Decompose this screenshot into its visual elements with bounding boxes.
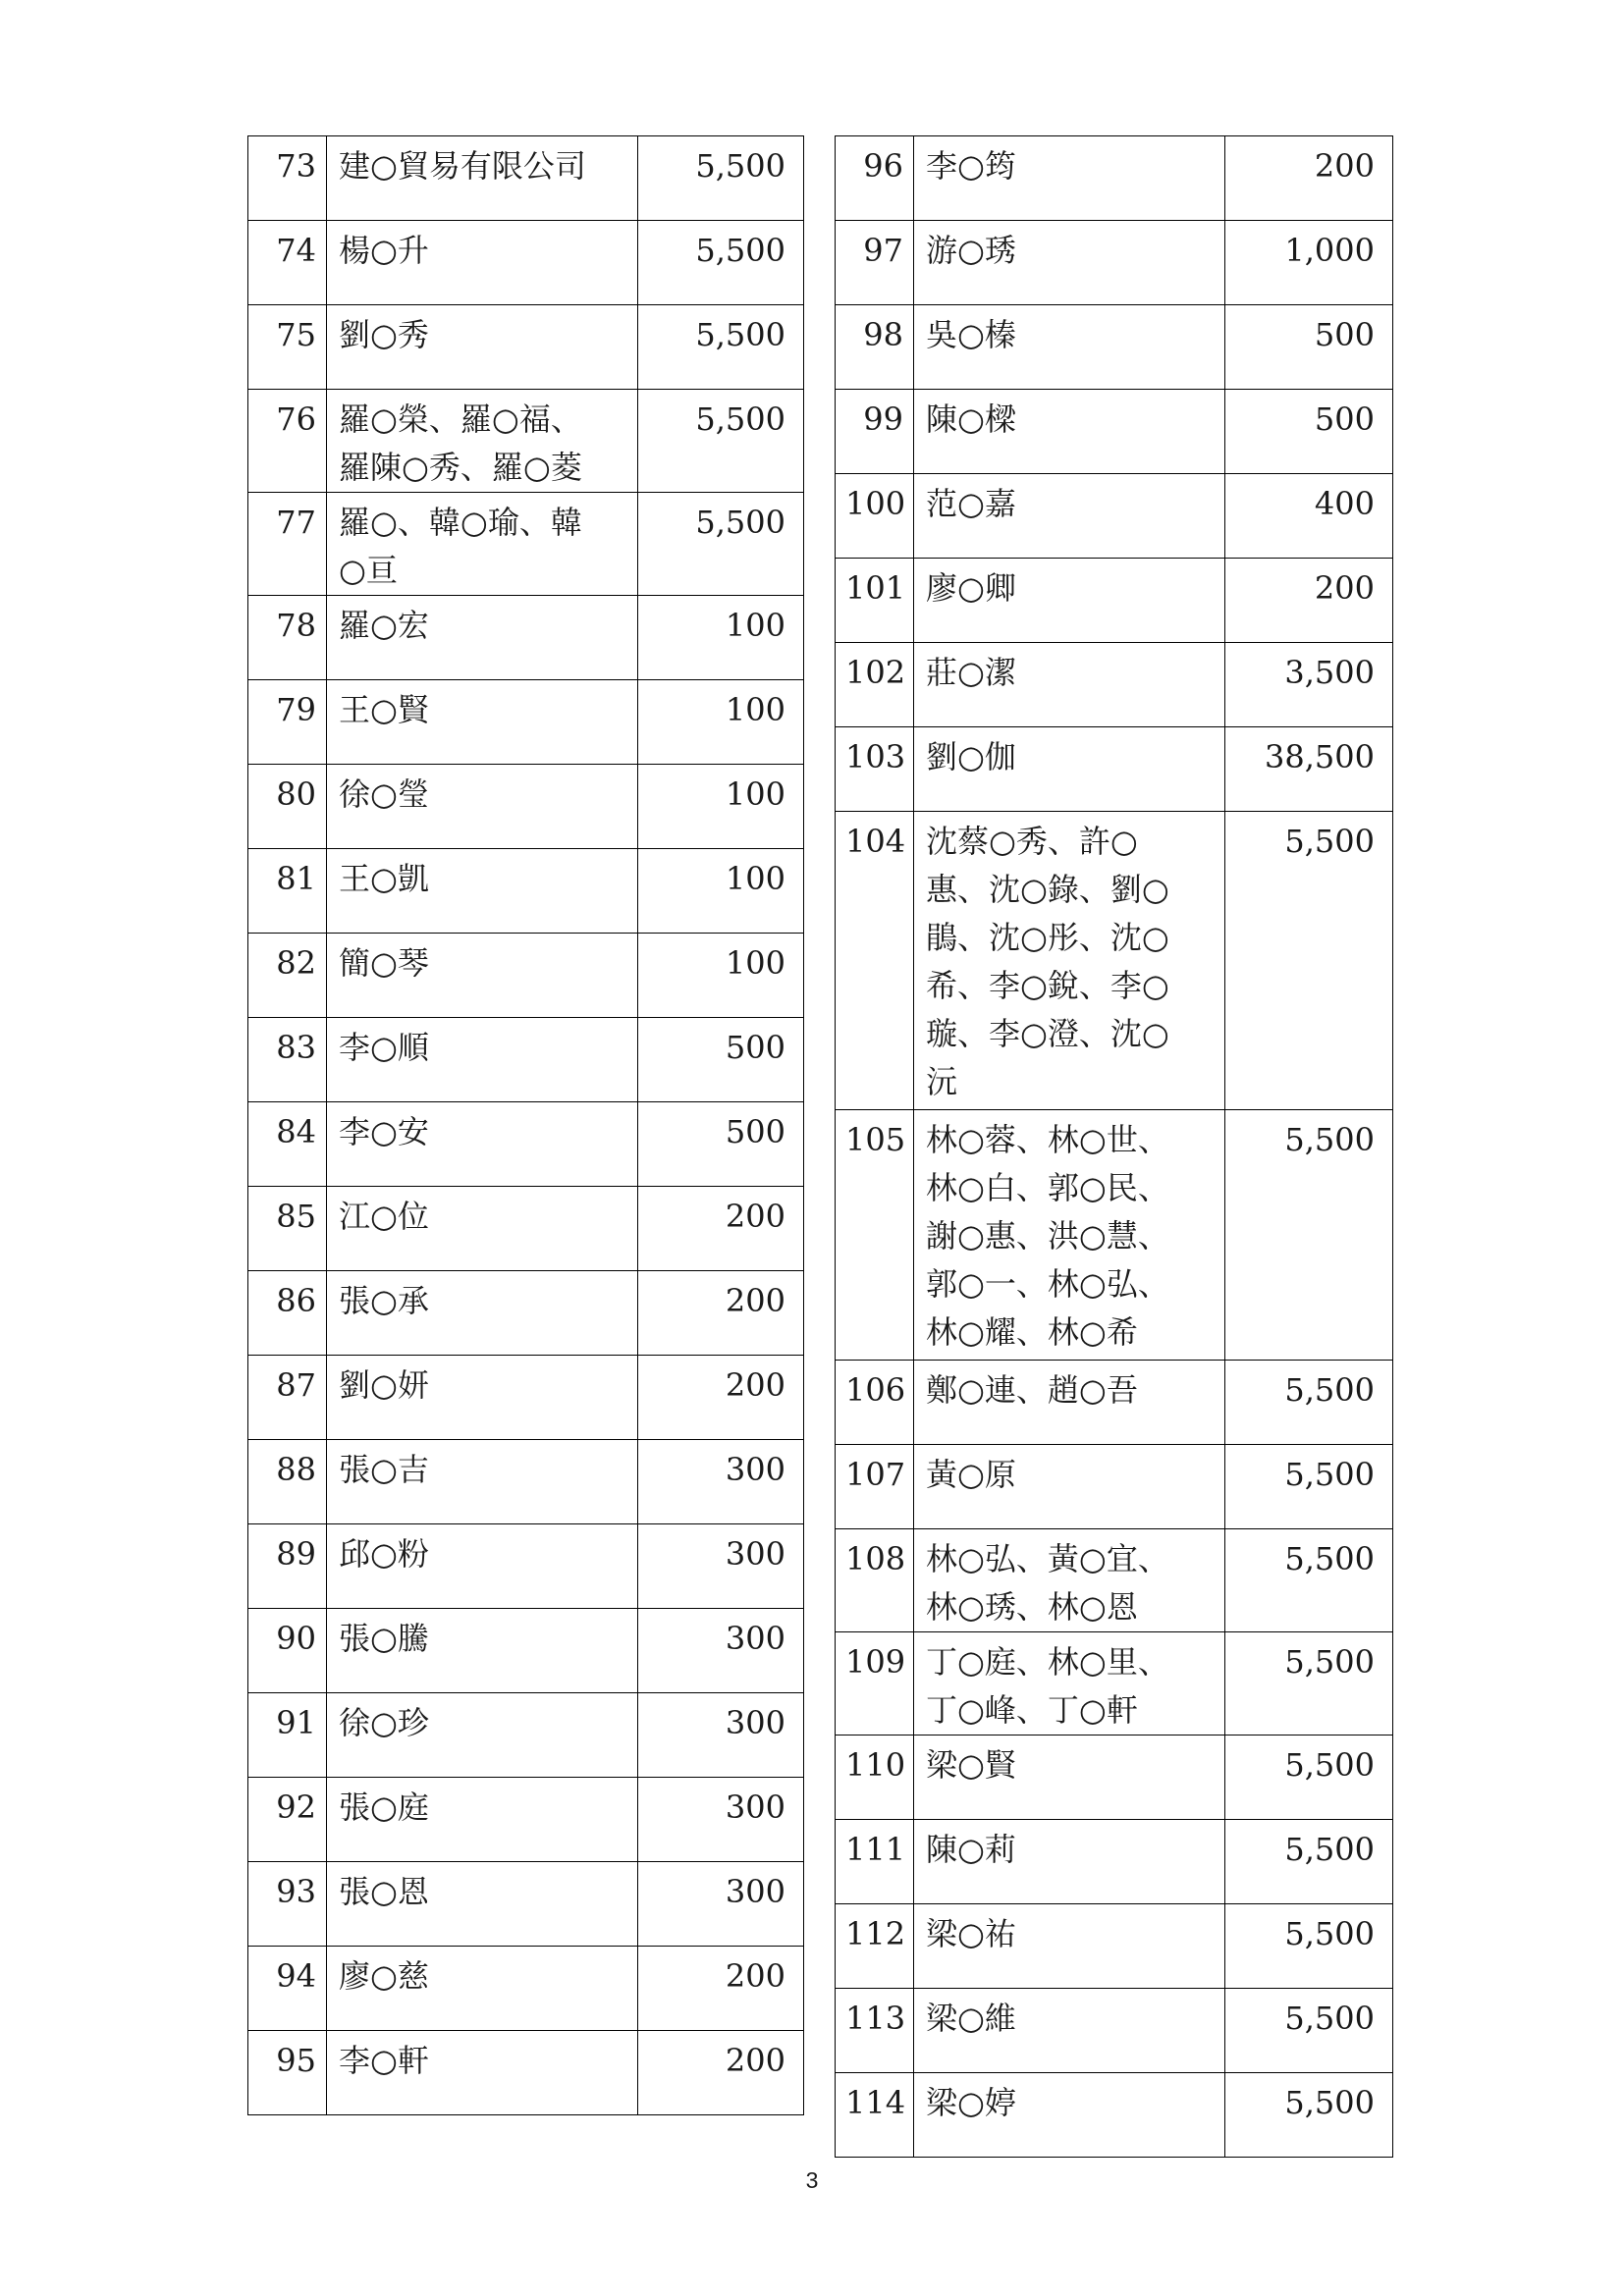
- donation-amount: 200: [638, 1947, 804, 2031]
- donor-name: 張○恩: [327, 1862, 638, 1947]
- donor-name: 李○安: [327, 1102, 638, 1187]
- donor-name: 劉○伽: [914, 727, 1225, 812]
- row-number: 114: [836, 2073, 914, 2158]
- donor-name: 沈蔡○秀、許○ 惠、沈○錄、劉○ 鵑、沈○彤、沈○ 希、李○銳、李○ 璇、李○澄、沈○ 沅: [914, 812, 1225, 1110]
- table-row: [836, 390, 1393, 474]
- donation-amount: 5,500: [638, 390, 804, 493]
- donor-name: 梁○賢: [914, 1735, 1225, 1820]
- donor-name: 陳○莉: [914, 1820, 1225, 1904]
- donation-amount: 5,500: [638, 221, 804, 305]
- donor-name: 范○嘉: [914, 474, 1225, 559]
- row-number: 89: [248, 1524, 327, 1609]
- table-row: [248, 221, 804, 305]
- donor-name: 陳○樑: [914, 390, 1225, 474]
- donation-amount: 500: [1225, 305, 1393, 390]
- donation-amount: 300: [638, 1693, 804, 1778]
- table-row: [248, 596, 804, 680]
- row-number: 104: [836, 812, 914, 1110]
- donation-amount: 1,000: [1225, 221, 1393, 305]
- donation-amount: 5,500: [1225, 1529, 1393, 1632]
- row-number: 99: [836, 390, 914, 474]
- donor-name: 黃○原: [914, 1445, 1225, 1529]
- donor-name: 張○承: [327, 1271, 638, 1356]
- table-row: [248, 305, 804, 390]
- row-number: 105: [836, 1110, 914, 1361]
- row-number: 74: [248, 221, 327, 305]
- donation-amount: 5,500: [638, 305, 804, 390]
- donor-name: 廖○慈: [327, 1947, 638, 2031]
- donation-amount: 100: [638, 765, 804, 849]
- table-row: [248, 390, 804, 493]
- row-number: 106: [836, 1361, 914, 1445]
- donation-amount: 5,500: [638, 136, 804, 221]
- donation-amount: 5,500: [638, 493, 804, 596]
- row-number: 97: [836, 221, 914, 305]
- row-number: 96: [836, 136, 914, 221]
- table-row: [248, 1862, 804, 1947]
- donor-table-right: [835, 135, 1393, 2158]
- row-number: 91: [248, 1693, 327, 1778]
- table-row: [248, 1693, 804, 1778]
- table-row: [248, 2031, 804, 2115]
- table-row: [836, 1820, 1393, 1904]
- donor-name: 張○庭: [327, 1778, 638, 1862]
- donation-amount: 500: [638, 1102, 804, 1187]
- donor-name: 李○軒: [327, 2031, 638, 2115]
- row-number: 102: [836, 643, 914, 727]
- table-row: [836, 643, 1393, 727]
- donor-name: 丁○庭、林○里、 丁○峰、丁○軒: [914, 1632, 1225, 1735]
- table-row: [248, 136, 804, 221]
- donation-amount: 200: [638, 1187, 804, 1271]
- table-row: [836, 221, 1393, 305]
- table-row: [248, 680, 804, 765]
- table-row: [248, 1440, 804, 1524]
- table-row: [836, 1632, 1393, 1735]
- table-row: [836, 136, 1393, 221]
- row-number: 79: [248, 680, 327, 765]
- donor-name: 張○吉: [327, 1440, 638, 1524]
- donor-name: 江○位: [327, 1187, 638, 1271]
- donation-amount: 300: [638, 1524, 804, 1609]
- donation-amount: 200: [1225, 559, 1393, 643]
- row-number: 83: [248, 1018, 327, 1102]
- donor-name: 邱○粉: [327, 1524, 638, 1609]
- row-number: 75: [248, 305, 327, 390]
- donor-name: 梁○祐: [914, 1904, 1225, 1989]
- donation-amount: 300: [638, 1440, 804, 1524]
- row-number: 107: [836, 1445, 914, 1529]
- row-number: 87: [248, 1356, 327, 1440]
- row-number: 88: [248, 1440, 327, 1524]
- donor-name: 李○順: [327, 1018, 638, 1102]
- donor-name: 莊○潔: [914, 643, 1225, 727]
- donation-amount: 100: [638, 680, 804, 765]
- donor-name: 羅○宏: [327, 596, 638, 680]
- donor-name: 簡○琴: [327, 934, 638, 1018]
- row-number: 109: [836, 1632, 914, 1735]
- row-number: 82: [248, 934, 327, 1018]
- row-number: 77: [248, 493, 327, 596]
- donation-amount: 500: [1225, 390, 1393, 474]
- donation-amount: 100: [638, 849, 804, 934]
- row-number: 76: [248, 390, 327, 493]
- table-row: [248, 1778, 804, 1862]
- table-row: [836, 1110, 1393, 1361]
- donor-name: 劉○妍: [327, 1356, 638, 1440]
- donor-name: 王○凱: [327, 849, 638, 934]
- row-number: 95: [248, 2031, 327, 2115]
- row-number: 103: [836, 727, 914, 812]
- donation-amount: 5,500: [1225, 1904, 1393, 1989]
- table-row: [248, 493, 804, 596]
- donor-name: 廖○卿: [914, 559, 1225, 643]
- donation-amount: 3,500: [1225, 643, 1393, 727]
- table-row: [836, 1989, 1393, 2073]
- row-number: 78: [248, 596, 327, 680]
- donation-amount: 5,500: [1225, 1110, 1393, 1361]
- table-row: [836, 1445, 1393, 1529]
- table-row: [836, 1361, 1393, 1445]
- table-row: [248, 1018, 804, 1102]
- row-number: 84: [248, 1102, 327, 1187]
- donation-amount: 5,500: [1225, 1632, 1393, 1735]
- donor-name: 楊○升: [327, 221, 638, 305]
- row-number: 73: [248, 136, 327, 221]
- donation-amount: 200: [638, 1356, 804, 1440]
- donation-amount: 5,500: [1225, 812, 1393, 1110]
- table-row: [248, 934, 804, 1018]
- table-row: [248, 1102, 804, 1187]
- donor-name: 鄭○連、趙○吾: [914, 1361, 1225, 1445]
- donation-amount: 100: [638, 596, 804, 680]
- row-number: 94: [248, 1947, 327, 2031]
- donation-amount: 200: [1225, 136, 1393, 221]
- table-row: [248, 849, 804, 934]
- donation-amount: 5,500: [1225, 1989, 1393, 2073]
- donor-name: 建○貿易有限公司: [327, 136, 638, 221]
- donor-name: 劉○秀: [327, 305, 638, 390]
- table-row: [836, 305, 1393, 390]
- donor-name: 徐○瑩: [327, 765, 638, 849]
- donor-table-left: [247, 135, 804, 2115]
- row-number: 110: [836, 1735, 914, 1820]
- donor-name: 張○騰: [327, 1609, 638, 1693]
- row-number: 85: [248, 1187, 327, 1271]
- table-row: [248, 1356, 804, 1440]
- row-number: 108: [836, 1529, 914, 1632]
- donation-amount: 5,500: [1225, 1820, 1393, 1904]
- row-number: 100: [836, 474, 914, 559]
- donation-amount: 200: [638, 2031, 804, 2115]
- row-number: 81: [248, 849, 327, 934]
- donation-amount: 300: [638, 1609, 804, 1693]
- table-row: [836, 474, 1393, 559]
- donation-amount: 300: [638, 1862, 804, 1947]
- row-number: 92: [248, 1778, 327, 1862]
- row-number: 111: [836, 1820, 914, 1904]
- row-number: 80: [248, 765, 327, 849]
- donation-amount: 5,500: [1225, 1445, 1393, 1529]
- row-number: 98: [836, 305, 914, 390]
- donor-name: 梁○維: [914, 1989, 1225, 2073]
- table-row: [836, 2073, 1393, 2158]
- donor-name: 吳○榛: [914, 305, 1225, 390]
- table-row: [248, 1947, 804, 2031]
- page-number: 3: [805, 2167, 819, 2193]
- table-row: [248, 1271, 804, 1356]
- donor-name: 羅○、韓○瑜、韓 ○亘: [327, 493, 638, 596]
- donation-amount: 5,500: [1225, 2073, 1393, 2158]
- table-row: [248, 1187, 804, 1271]
- table-row: [836, 812, 1393, 1110]
- table-row: [836, 1904, 1393, 1989]
- donation-amount: 100: [638, 934, 804, 1018]
- row-number: 90: [248, 1609, 327, 1693]
- donation-amount: 400: [1225, 474, 1393, 559]
- donor-name: 林○蓉、林○世、 林○白、郭○民、 謝○惠、洪○慧、 郭○一、林○弘、 林○耀、林○希: [914, 1110, 1225, 1361]
- row-number: 93: [248, 1862, 327, 1947]
- donation-amount: 500: [638, 1018, 804, 1102]
- table-row: [836, 1529, 1393, 1632]
- donation-amount: 300: [638, 1778, 804, 1862]
- donor-name: 李○筠: [914, 136, 1225, 221]
- donor-name: 徐○珍: [327, 1693, 638, 1778]
- row-number: 86: [248, 1271, 327, 1356]
- table-row: [836, 559, 1393, 643]
- table-row: [836, 1735, 1393, 1820]
- table-row: [836, 727, 1393, 812]
- donor-name: 林○弘、黃○宜、 林○琇、林○恩: [914, 1529, 1225, 1632]
- donation-amount: 38,500: [1225, 727, 1393, 812]
- row-number: 101: [836, 559, 914, 643]
- table-row: [248, 1524, 804, 1609]
- donation-amount: 5,500: [1225, 1361, 1393, 1445]
- row-number: 113: [836, 1989, 914, 2073]
- donor-name: 游○琇: [914, 221, 1225, 305]
- donor-name: 王○賢: [327, 680, 638, 765]
- donor-name: 梁○婷: [914, 2073, 1225, 2158]
- donor-name: 羅○榮、羅○福、 羅陳○秀、羅○菱: [327, 390, 638, 493]
- donation-amount: 200: [638, 1271, 804, 1356]
- row-number: 112: [836, 1904, 914, 1989]
- table-row: [248, 765, 804, 849]
- table-row: [248, 1609, 804, 1693]
- donation-amount: 5,500: [1225, 1735, 1393, 1820]
